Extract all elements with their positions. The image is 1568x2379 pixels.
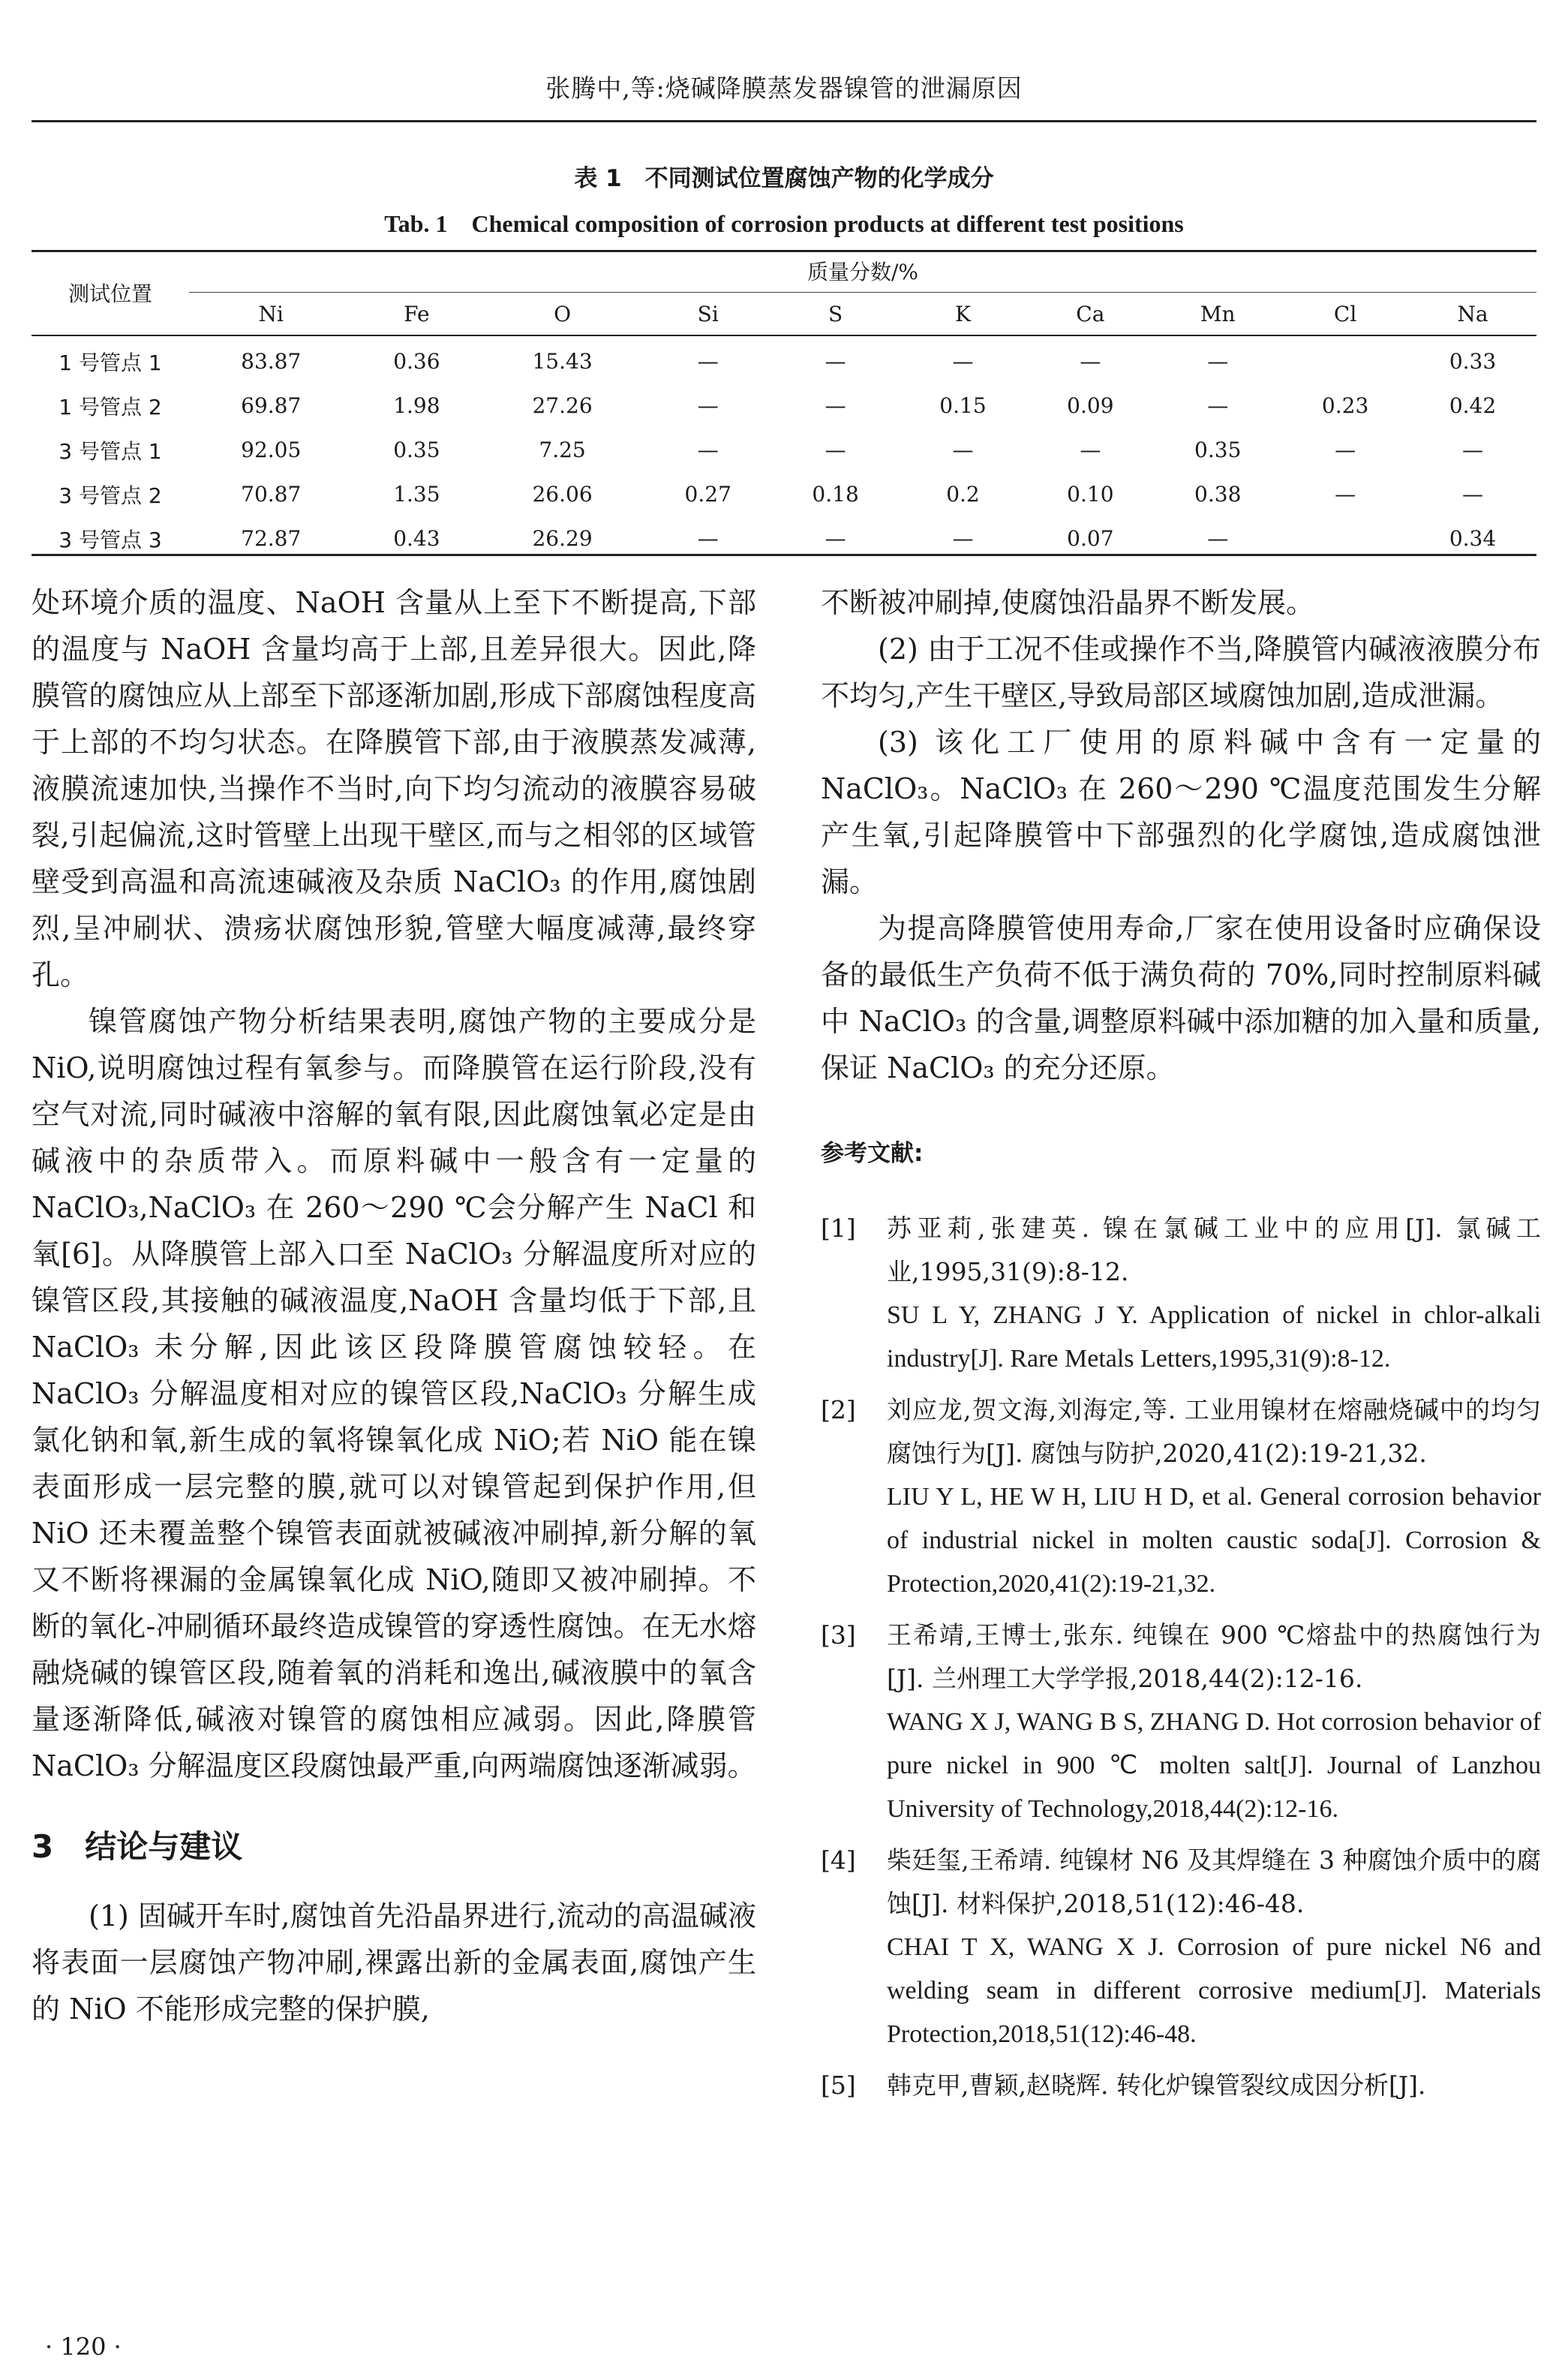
column-header-row (32, 293, 1536, 336)
value-cell: 83.87 (241, 349, 302, 374)
value-cell: 0.42 (1449, 393, 1497, 418)
value-cell: — (825, 349, 846, 374)
references-heading: 参考文献: (821, 1140, 924, 1167)
value-cell: — (1207, 526, 1229, 551)
value-cell: 0.36 (393, 349, 440, 374)
value-cell: 0.33 (1449, 349, 1497, 374)
reference-text-zh: 柴廷玺,王希靖. 纯镍材 N6 及其焊缝在 3 种腐蚀介质中的腐蚀[J]. 材料保护,2018,51(12):46-48. (887, 1845, 1541, 1918)
reference-item (821, 1207, 1541, 1381)
reference-text-zh: 刘应龙,贺文海,刘海定,等. 工业用镍材在熔融烧碱中的均匀腐蚀行为[J]. 腐蚀与防护,2020,41(2):19-21,32. (887, 1395, 1541, 1468)
column-header: K (900, 293, 1027, 336)
column-header: Cl (1281, 293, 1409, 336)
position-cell: 1 号管点 1 (59, 350, 162, 375)
reference-item (821, 2064, 1541, 2107)
value-cell: 0.35 (393, 438, 440, 462)
value-cell: — (697, 526, 719, 551)
right-column (821, 579, 1541, 2115)
value-cell: — (952, 526, 974, 551)
table-body (32, 335, 1536, 561)
value-cell: — (1080, 438, 1101, 462)
reference-text-zh: 韩克甲,曹颖,赵晓辉. 转化炉镍管裂纹成因分析[J]. (887, 2071, 1426, 2100)
value-cell: 15.43 (532, 349, 593, 374)
position-cell: 3 号管点 1 (59, 438, 162, 464)
reference-item (821, 1839, 1541, 2056)
value-cell: — (1207, 393, 1229, 418)
table-row (32, 335, 1536, 383)
page-number: · 120 · (45, 2332, 122, 2361)
value-cell: 0.34 (1449, 526, 1497, 551)
position-cell: 3 号管点 2 (59, 483, 162, 508)
column-header: Si (644, 293, 772, 336)
value-cell: 0.18 (812, 482, 859, 507)
value-cell: 0.38 (1194, 482, 1242, 507)
row-header: 测试位置 (32, 250, 189, 335)
value-cell: 92.05 (241, 438, 302, 462)
reference-item (821, 1614, 1541, 1831)
value-cell: 26.29 (532, 526, 593, 551)
reference-number: [3] (821, 1620, 856, 1650)
value-cell: — (1335, 438, 1356, 462)
value-cell: 0.35 (1194, 438, 1242, 462)
reference-list (821, 1207, 1541, 2107)
group-header: 质量分数/% (189, 250, 1536, 293)
value-cell: — (1462, 438, 1484, 462)
value-cell: — (825, 438, 846, 462)
value-cell: — (825, 393, 846, 418)
value-cell: 0.09 (1067, 393, 1114, 418)
value-cell: 72.87 (241, 526, 302, 551)
table-caption-en: Tab. 1 Chemical composition of corrosion products at different test positions (384, 210, 1184, 237)
reference-text-zh: 苏亚莉,张建英. 镍在氯碱工业中的应用[J]. 氯碱工业,1995,31(9):8-12. (887, 1214, 1541, 1286)
value-cell: — (825, 526, 846, 551)
value-cell: 70.87 (241, 482, 302, 507)
header-rule (32, 120, 1536, 122)
section-heading: 3 结论与建议 (32, 1828, 243, 1865)
value-cell: 1.35 (393, 482, 440, 507)
column-header: Fe (353, 293, 480, 336)
table-row (32, 383, 1536, 428)
composition-table (32, 250, 1536, 561)
value-cell: — (697, 438, 719, 462)
reference-number: [4] (821, 1845, 856, 1875)
value-cell: 0.07 (1067, 526, 1114, 551)
value-cell: 0.23 (1321, 393, 1369, 418)
reference-text-en: WANG X J, WANG B S, ZHANG D. Hot corrosion behavior of pure nickel in 900 ℃ molten salt[J]. Journal of Lanzhou University of Technology,2018,44(2):12-16. (887, 1708, 1541, 1823)
table-bottom-rule (32, 554, 1536, 556)
column-header: Na (1409, 293, 1536, 336)
value-cell: 0.2 (946, 482, 980, 507)
value-cell: 0.27 (684, 482, 731, 507)
paragraph: (2) 由于工况不佳或操作不当,降膜管内碱液液膜分布不均匀,产生干壁区,导致局部区域腐蚀加剧,造成泄漏。 (821, 633, 1541, 712)
column-header: Ni (189, 293, 353, 336)
reference-text-en: CHAI T X, WANG X J. Corrosion of pure nickel N6 and welding seam in different corrosive medium[J]. Materials Protection,2018,51(12):46-48. (887, 1933, 1541, 2048)
position-cell: 1 号管点 2 (59, 394, 162, 420)
value-cell: 69.87 (241, 393, 302, 418)
column-header: O (480, 293, 644, 336)
value-cell: 1.98 (393, 393, 440, 418)
paragraph: 不断被冲刷掉,使腐蚀沿晶界不断发展。 (821, 586, 1315, 619)
value-cell: — (952, 438, 974, 462)
reference-number: [5] (821, 2071, 856, 2100)
value-cell: — (697, 349, 719, 374)
paragraph: (1) 固碱开车时,腐蚀首先沿晶界进行,流动的高温碱液将表面一层腐蚀产物冲刷,裸露出新的金属表面,腐蚀产生的 NiO 不能形成完整的保护膜, (32, 1899, 756, 2026)
reference-text-zh: 王希靖,王博士,张东. 纯镍在 900 ℃熔盐中的热腐蚀行为[J]. 兰州理工大学学报,2018,44(2):12-16. (887, 1620, 1541, 1693)
running-head: 张腾中,等:烧碱降膜蒸发器镍管的泄漏原因 (545, 74, 1023, 103)
value-cell: — (1080, 349, 1101, 374)
reference-text-en: SU L Y, ZHANG J Y. Application of nickel in chlor-alkali industry[J]. Rare Metals Letters,1995,31(9):8-12. (887, 1301, 1541, 1373)
reference-item (821, 1388, 1541, 1606)
paragraph: 为提高降膜管使用寿命,厂家在使用设备时应确保设备的最低生产负荷不低于满负荷的 70%,同时控制原料碱中 NaClO₃ 的含量,调整原料碱中添加糖的加入量和质量,保证 NaClO₃ 的充分还原。 (821, 912, 1541, 1084)
paragraph: 处环境介质的温度、NaOH 含量从上至下不断提高,下部的温度与 NaOH 含量均高于上部,且差异很大。因此,降膜管的腐蚀应从上部至下部逐渐加剧,形成下部腐蚀程度高于上部的不均匀状态。在降膜管下部,由于液膜蒸发减薄,液膜流速加快,当操作不当时,向下均匀流动的液膜容易破裂,引起偏流,这时管壁上出现干壁区,而与之相邻的区域管壁受到高温和高流速碱液及杂质 NaClO₃ 的作用,腐蚀剧烈,呈冲刷状、溃疡状腐蚀形貌,管壁大幅度减薄,最终穿孔。 (32, 586, 756, 991)
value-cell: 7.25 (539, 438, 586, 462)
value-cell: 0.10 (1067, 482, 1114, 507)
paragraph: 镍管腐蚀产物分析结果表明,腐蚀产物的主要成分是 NiO,说明腐蚀过程有氧参与。而降膜管在运行阶段,没有空气对流,同时碱液中溶解的氧有限,因此腐蚀氧必定是由碱液中的杂质带入。而原料碱中一般含有一定量的 NaClO₃,NaClO₃ 在 260～290 ℃会分解产生 NaCl 和氧[6]。从降膜管上部入口至 NaClO₃ 分解温度所对应的镍管区段,其接触的碱液温度,NaOH 含量均低于下部,且 NaClO₃ 未分解,因此该区段降膜管腐蚀较轻。在 NaClO₃ 分解温度相对应的镍管区段,NaClO₃ 分解生成氯化钠和氧,新生成的氧将镍氧化成 NiO;若 NiO 能在镍表面形成一层完整的膜,就可以对镍管起到保护作用,但 NiO 还未覆盖整个镍管表面就被碱液冲刷掉,新分解的氧又不断将裸漏的金属镍氧化成 NiO,随即又被冲刷掉。不断的氧化-冲刷循环最终造成镍管的穿透性腐蚀。在无水熔融烧碱的镍管区段,随着氧的消耗和逸出,碱液膜中的氧含量逐渐降低,碱液对镍管的腐蚀相应减弱。因此,降膜管 NaClO₃ 分解温度区段腐蚀最严重,向两端腐蚀逐渐减弱。 (32, 1005, 756, 1782)
reference-number: [1] (821, 1214, 856, 1243)
table-row (32, 428, 1536, 472)
value-cell: — (952, 349, 974, 374)
position-cell: 3 号管点 3 (59, 527, 162, 552)
table-row (32, 472, 1536, 516)
reference-text-en: LIU Y L, HE W H, LIU H D, et al. General corrosion behavior of industrial nickel in molten caustic soda[J]. Corrosion & Protection,2020,41(2):19-21,32. (887, 1483, 1541, 1598)
paragraph: (3) 该化工厂使用的原料碱中含有一定量的 NaClO₃。NaClO₃ 在 260～290 ℃温度范围发生分解产生氧,引起降膜管中下部强烈的化学腐蚀,造成腐蚀泄漏。 (821, 726, 1541, 898)
reference-number: [2] (821, 1395, 856, 1424)
left-column (32, 579, 756, 2032)
value-cell: 26.06 (532, 482, 593, 507)
value-cell: 27.26 (532, 393, 593, 418)
value-cell: — (697, 393, 719, 418)
table-caption-zh: 表 1 不同测试位置腐蚀产物的化学成分 (574, 165, 994, 192)
value-cell: — (1207, 349, 1229, 374)
value-cell: — (1462, 482, 1484, 507)
value-cell (1281, 335, 1409, 383)
column-header: S (772, 293, 900, 336)
column-header: Mn (1154, 293, 1281, 336)
value-cell: 0.15 (939, 393, 987, 418)
column-header: Ca (1026, 293, 1154, 336)
value-cell: — (1335, 482, 1356, 507)
value-cell: 0.43 (393, 526, 440, 551)
